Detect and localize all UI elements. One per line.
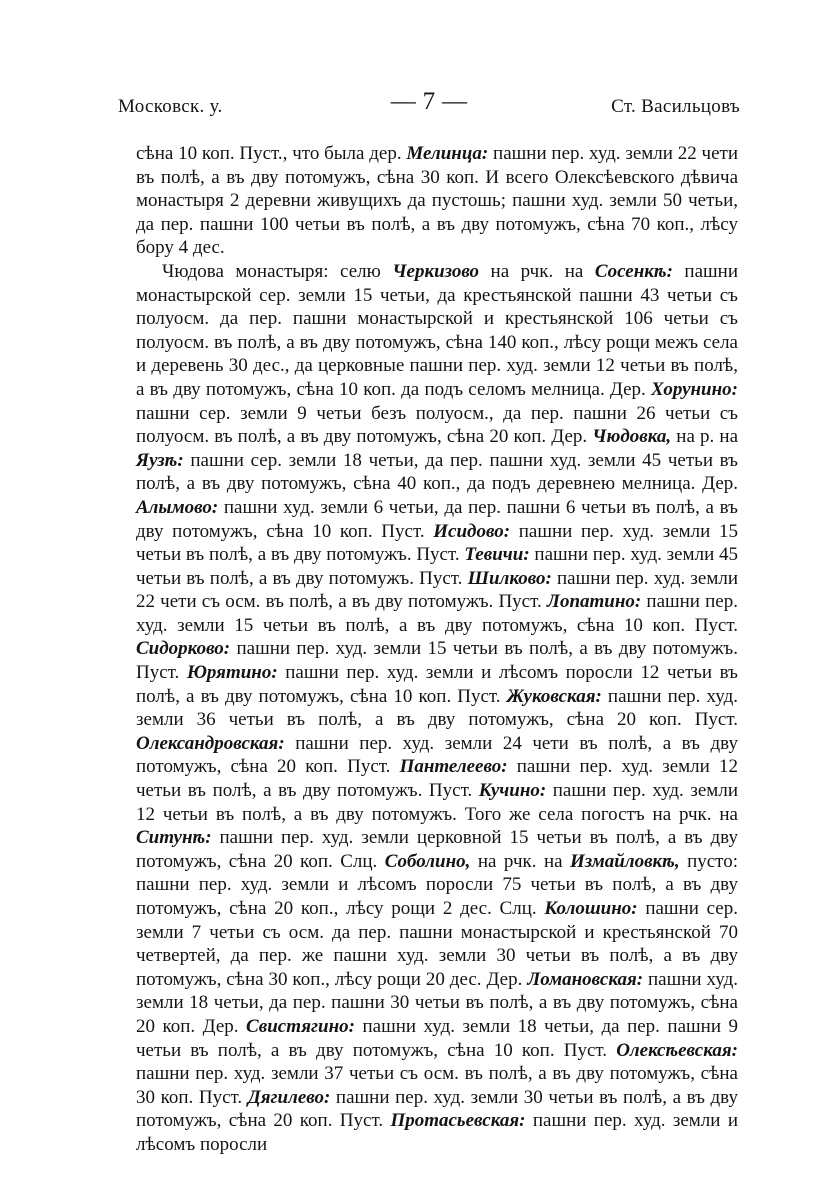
text-run: пашни худ. земли 18 четьи, да пер. пашни 9 четьи въ полѣ, а въ дву потомужъ, сѣна 10 коп. Пуст. [136, 1015, 738, 1061]
place-name: Ломановская: [527, 968, 644, 990]
place-name: Ситунѣ: [136, 827, 212, 849]
place-name: Протасьевская: [390, 1110, 526, 1132]
text-run: пашни пер. худ. земли 15 четьи въ полѣ, а въ дву потомужъ. Пуст. [136, 638, 738, 684]
text-run: пашни пер. худ. земли 30 четьи въ полѣ, а въ дву потомужъ, сѣна 20 коп. Пуст. [136, 1086, 738, 1132]
place-name: Чюдовка, [592, 426, 672, 448]
text-run: пашни пер. худ. земли 22 чети съ осм. въ полѣ, а въ дву потомужъ. Пуст. [136, 567, 738, 613]
place-name: Сосенкѣ: [594, 260, 673, 282]
text-run: на рчк. на [470, 850, 571, 872]
text-run: пашни пер. худ. земли и лѣсомъ поросли 12 четьи въ полѣ, а въ дву потомужъ, сѣна 10 коп. Пуст. [136, 662, 738, 707]
place-name: Лопатино: [546, 591, 642, 613]
text-run: пашни пер. худ. земли 36 четьи въ полѣ, а въ дву потомужъ, сѣна 20 коп. Пуст. [136, 685, 739, 731]
place-name: Сидорково: [136, 638, 231, 660]
text-run: сѣна 10 коп. Пуст., что была дер. [136, 143, 407, 164]
text-run: пашни пер. худ. земли церковной 15 четьи въ полѣ, а въ дву потомужъ, сѣна 20 коп. Слц. [136, 827, 738, 872]
paragraph-2 [136, 260, 738, 1157]
place-name: Черкизово [392, 260, 480, 282]
page-number: — 7 — [390, 88, 468, 115]
place-name: Мелинца: [406, 143, 489, 164]
header-author: Ст. Васильцовъ [611, 96, 740, 117]
place-name: Шилково: [467, 567, 552, 589]
text-run: пусто: пашни пер. худ. земли и лѣсомъ поросли 75 четьи въ полѣ, а въ дву потомужъ, сѣна 20 коп., лѣсу рощи 2 дес. Слц. [136, 850, 738, 919]
text-run: пашни пер. худ. земли 22 чети въ полѣ, а въ дву потомужъ, сѣна 30 коп. И всего Олексѣевского дѣвича монастыря 2 деревни живущихъ да пустошь; пашни худ. земли 50 четьи, да пер. пашни 100 четьи въ полѣ, а въ дву потомужъ, сѣна 70 коп., лѣсу бору 4 дес. [136, 143, 738, 259]
place-name: Олексѣевская: [616, 1039, 738, 1061]
place-name: Пантелеево: [399, 756, 508, 778]
place-name: Дягилево: [247, 1086, 331, 1108]
place-name: Юрятино: [186, 662, 278, 684]
place-name: Кучино: [478, 780, 547, 802]
place-name: Олександровская: [136, 732, 285, 754]
place-name: Хорунино: [651, 378, 738, 400]
running-header [118, 88, 740, 128]
page-body [136, 142, 738, 1157]
text-run: пашни пер. худ. земли 12 четьи въ полѣ, а въ дву потомужъ. Того же села погостъ на рчк. на [136, 780, 738, 825]
text-run: пашни пер. худ. земли и лѣсомъ поросли [136, 1110, 738, 1155]
place-name: Жуковская: [506, 685, 602, 707]
place-name: Тевичи: [464, 544, 530, 566]
text-run: пашни худ. земли 6 четьи, да пер. пашни 6 четьи въ полѣ, а въ дву потомужъ, сѣна 10 коп. Пуст. [136, 496, 738, 542]
place-name: Свистягино: [246, 1015, 355, 1037]
text-run: пашни пер. худ. земли 24 чети въ полѣ, а въ дву потомужъ, сѣна 20 коп. Пуст. [136, 732, 738, 778]
text-run: пашни пер. худ. земли 12 четьи въ полѣ, а въ дву потомужъ. Пуст. [136, 756, 738, 802]
text-run: пашни сер. земли 7 четьи съ осм. да пер. пашни монастырской и крестьянской 70 четвертей, да пер. же пашни худ. земли 30 четьи въ полѣ, а въ дву потомужъ, сѣна 30 коп., лѣсу рощи 20 дес. Дер. [136, 898, 738, 990]
text-run: пашни монастырской сер. земли 15 четьи, да крестьянской пашни 43 четьи съ полуосм. да пер. пашни монастырской и крестьянской 106 четьи съ полуосм. въ полѣ, а въ дву потомужъ, сѣна 140 коп., лѣсу рощи межъ села и деревень 30 дес., да церковные пашни пер. худ. земли 12 четьи въ полѣ, а въ дву потомужъ, сѣна 10 коп. да подъ селомъ мелница. Дер. [136, 260, 738, 400]
text-run: на рчк. на [479, 260, 595, 282]
text-run: пашни худ. земли 18 четьи, да пер. пашни 30 четьи въ полѣ, а въ дву потомужъ, сѣна 20 коп. Дер. [136, 968, 738, 1037]
text-run: пашни пер. худ. земли 15 четьи въ полѣ, а въ дву потомужъ, сѣна 10 коп. Пуст. [136, 591, 738, 636]
text-run: на р. на [671, 426, 738, 448]
text-run: пашни сер. земли 18 четьи, да пер. пашни худ. земли 45 четьи въ полѣ, а въ дву потомужъ, сѣна 40 коп., да подъ деревнею мелница. Дер. [136, 449, 738, 495]
place-name: Измайловкѣ, [570, 850, 680, 872]
text-run: Чюдова монастыря: селю [162, 260, 393, 282]
text-run: пашни пер. худ. земли 15 четьи въ полѣ, а въ дву потомужъ. Пуст. [136, 520, 739, 566]
place-name: Колошино: [544, 898, 638, 919]
header-district: Московск. у. [118, 96, 223, 117]
place-name: Алымово: [136, 496, 219, 518]
text-run: пашни пер. худ. земли 45 четьи въ полѣ, а въ дву потомужъ. Пуст. [136, 544, 738, 589]
text-run: пашни пер. худ. земли 37 четьи съ осм. въ полѣ, а въ дву потомужъ, сѣна 30 коп. Пуст. [136, 1063, 738, 1108]
paragraph-1 [136, 142, 738, 260]
place-name: Яузѣ: [136, 449, 184, 471]
place-name: Соболино, [384, 850, 471, 872]
place-name: Исидово: [433, 520, 511, 542]
text-run: пашни сер. земли 9 четьи безъ полуосм., да пер. пашни 26 четьи съ полуосм. въ полѣ, а въ дву потомужъ, сѣна 20 коп. Дер. [136, 402, 738, 448]
